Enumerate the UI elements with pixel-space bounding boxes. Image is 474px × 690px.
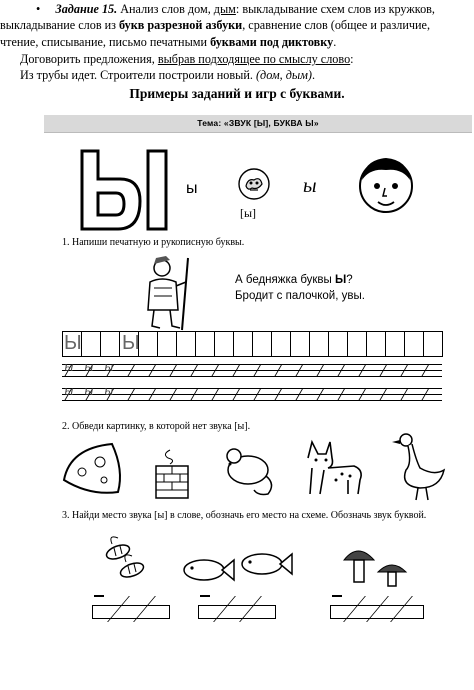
print-letter-sample: Ы [122,332,143,354]
wasps-icon[interactable] [98,530,154,586]
mouse-icon[interactable] [218,440,278,500]
print-letter-small: ы [186,180,198,197]
boy-face-icon [356,152,416,216]
script-letter-sample: ы [104,360,114,374]
letter-character-icon [140,252,200,332]
intro-line-5: Из трубы идет. Строители построили новый. (дом, дым). [20,68,315,82]
mushrooms-icon[interactable] [338,542,412,590]
script-letter-sample: ы [104,384,114,398]
goose-icon[interactable] [390,430,448,502]
task-label: Задание 15. [55,2,118,16]
script-letter-sample: ы [64,360,74,374]
lynx-icon[interactable] [298,436,368,498]
scheme-mark [332,595,342,597]
cheese-icon[interactable] [60,440,130,498]
script-guide-line [62,376,442,377]
script-letter: ы [303,175,317,197]
copy-cell[interactable] [347,331,367,357]
poem-line-1: А бедняжка буквы Ы? [235,274,353,286]
script-letter-sample: ы [84,360,94,374]
intro-line-3: чтение, списывание, письмо печатными буквами под диктовку. [0,35,337,49]
intro-line-1: • Задание 15. Анализ слов дом, дым: выкладывание схем слов из кружков, [36,2,435,16]
copy-cell[interactable] [252,331,272,357]
script-guide-line [62,394,442,395]
poem [235,272,365,304]
copy-cell[interactable] [157,331,177,357]
theme-bar: Тема: «ЗВУК [Ы], БУКВА Ы» [44,115,472,133]
scheme-mark [94,595,104,597]
print-letter-sample: Ы [64,332,85,354]
word-scheme[interactable] [92,605,170,619]
intro-line-4: Договорить предложения, выбрав подходящее по смыслу слово: [20,52,354,66]
script-guide-line [62,370,442,371]
word-scheme[interactable] [198,605,276,619]
scheme-mark [200,595,210,597]
copy-cell[interactable] [328,331,348,357]
copy-cell[interactable] [214,331,234,357]
sound-label: [ы] [240,206,257,220]
poem-line-2: Бродит с палочкой, увы. [235,290,365,302]
copy-cell[interactable] [195,331,215,357]
copy-cell[interactable] [271,331,291,357]
task-2-text: 2. Обведи картинку, в которой нет звука [ы]. [62,421,251,432]
fish-icon[interactable] [178,548,298,588]
chimney-icon[interactable] [150,448,194,500]
copy-cell[interactable] [290,331,310,357]
copy-cell[interactable] [423,331,443,357]
big-letter-outline-icon [78,145,174,235]
task-3-text: 3. Найди место звука [ы] в слове, обозначь его место на схеме. Обозначь звук буквой. [62,510,427,521]
section-heading: Примеры заданий и игр с буквами. [129,86,345,101]
copy-cell[interactable] [309,331,329,357]
script-guide-line [62,400,442,401]
copy-cell[interactable] [366,331,386,357]
copy-cell[interactable] [404,331,424,357]
copy-cell[interactable] [100,331,120,357]
smoke-icon [236,166,272,202]
script-letter-sample: ы [64,384,74,398]
script-letter-sample: ы [84,384,94,398]
copy-cell[interactable] [233,331,253,357]
task-1-text: 1. Напиши печатную и рукописную буквы. [62,237,245,248]
copy-cell[interactable] [385,331,405,357]
intro-line-2: выкладывание слов из букв разрезной азбуки, сравнение слов (общее и различие, [0,18,430,32]
copy-cell[interactable] [176,331,196,357]
